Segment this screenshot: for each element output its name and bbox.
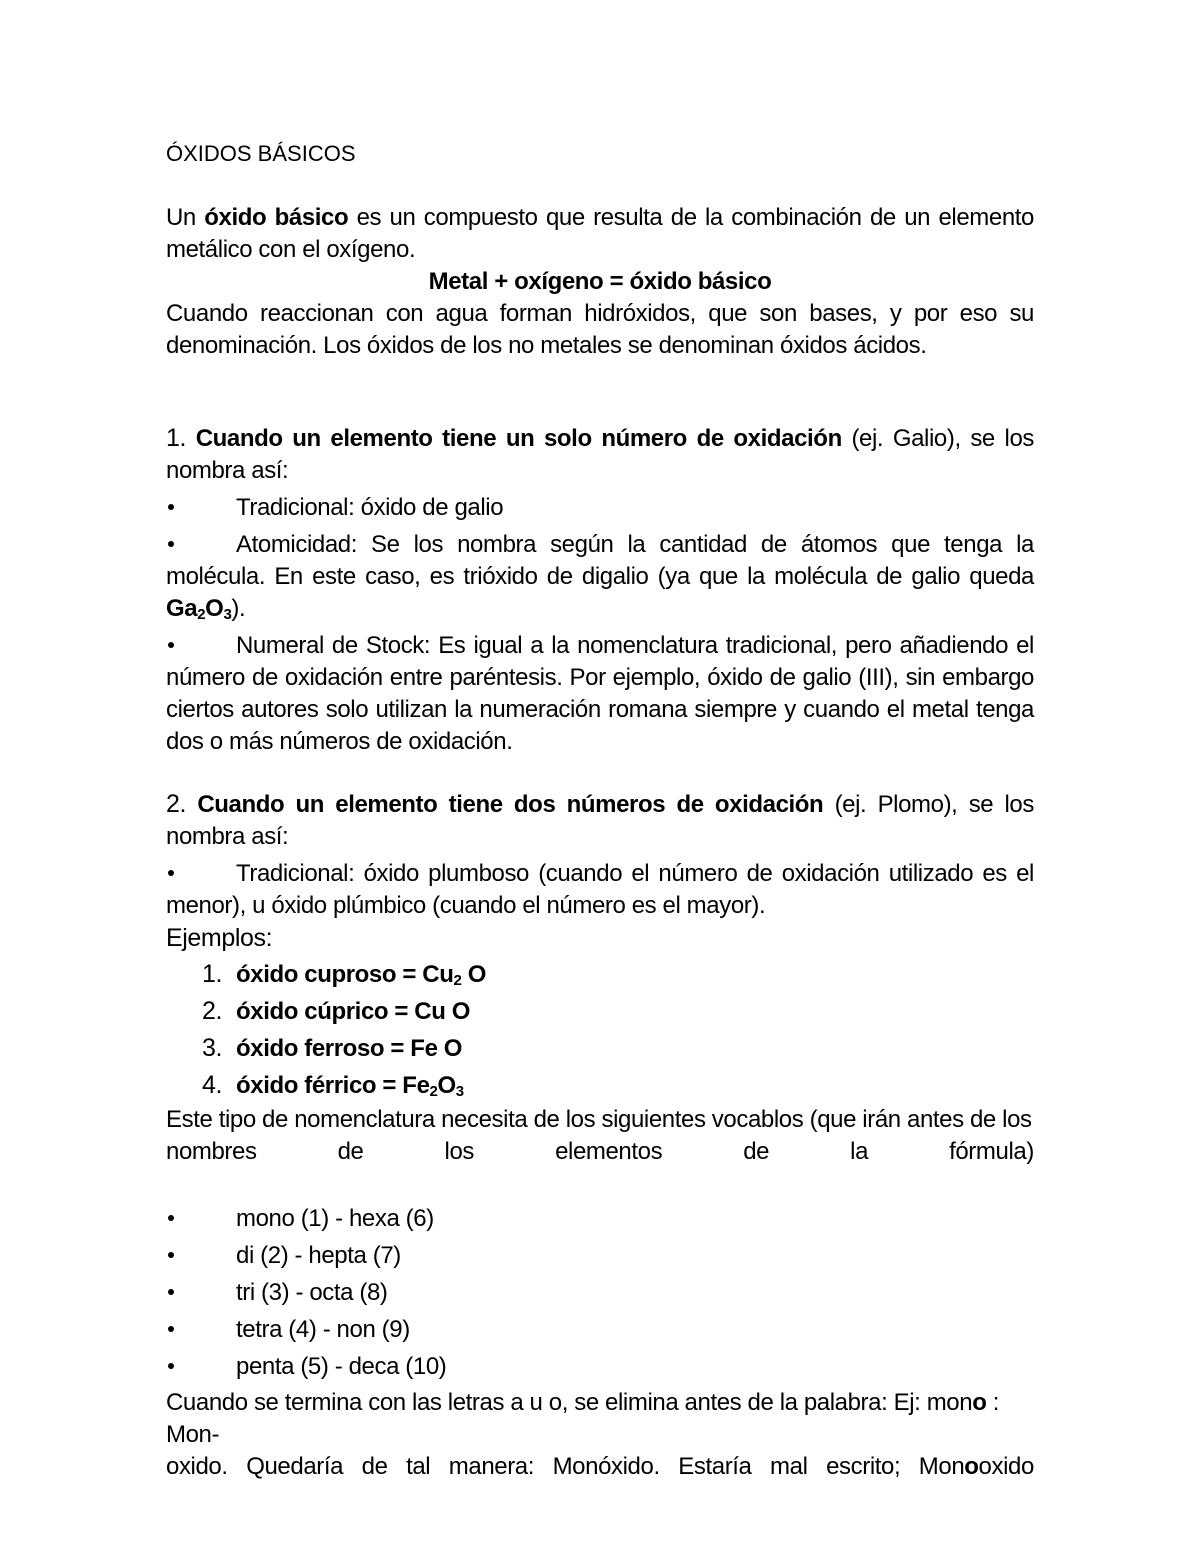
prefix-text: tri (3) - octa (8) bbox=[236, 1279, 388, 1306]
bullet-icon bbox=[166, 1277, 236, 1309]
word: de bbox=[743, 1138, 770, 1165]
item-number: 4. bbox=[201, 1071, 222, 1099]
vocab-intro-line-2 bbox=[166, 1136, 1034, 1168]
word: de bbox=[361, 1453, 388, 1480]
word: oxido. bbox=[166, 1453, 228, 1480]
list-item bbox=[166, 956, 1034, 993]
section-2-title: Cuando un elemento tiene dos números de oxidación bbox=[197, 791, 824, 818]
list-item bbox=[166, 1314, 1034, 1346]
list-item bbox=[166, 1030, 1034, 1067]
word: manera: bbox=[448, 1453, 535, 1480]
bullet-icon bbox=[166, 858, 236, 890]
example-formula: óxido ferroso = Fe O bbox=[236, 1035, 463, 1062]
formula-part: O bbox=[205, 595, 224, 622]
prefix-text: di (2) - hepta (7) bbox=[236, 1242, 401, 1269]
bullet-text: Atomicidad: Se los nombra según la cantidad de átomos que tenga la molécula. En este caso, es trióxido de digalio (ya que la molécula de galio queda bbox=[166, 531, 1034, 590]
closing-line-1 bbox=[166, 1387, 1034, 1451]
word: escrito; bbox=[826, 1453, 901, 1480]
word: Quedaría bbox=[246, 1453, 344, 1480]
word: elementos bbox=[555, 1138, 663, 1165]
intro-pre: Un bbox=[166, 204, 205, 231]
word: Monooxido bbox=[918, 1453, 1034, 1480]
vocab-intro-line-1: Este tipo de nomenclatura necesita de los siguientes vocablos (que irán antes de los bbox=[166, 1106, 1032, 1133]
word: mal bbox=[770, 1453, 808, 1480]
bullet-icon bbox=[166, 1203, 236, 1235]
bullet-text: Numeral de Stock: Es igual a la nomenclatura tradicional, pero añadiendo el número de oxidación entre paréntesis. Por ejemplo, óxido de galio (III), sin embargo ciertos autores solo utilizan la numeración romana siempre y cuando el metal tenga dos o más números de oxidación. bbox=[166, 632, 1034, 755]
list-item bbox=[166, 529, 1034, 625]
page-title: ÓXIDOS BÁSICOS bbox=[166, 141, 356, 166]
intro-post: es un compuesto que resulta de la combinación de un elemento metálico con el oxígeno. bbox=[166, 204, 1034, 263]
list-item bbox=[166, 1067, 1034, 1104]
word: la bbox=[850, 1138, 869, 1165]
word: nombres bbox=[166, 1138, 257, 1165]
closing-line-2 bbox=[166, 1451, 1034, 1483]
bullet-icon bbox=[166, 1240, 236, 1272]
example-formula: óxido cúprico = Cu O bbox=[236, 998, 471, 1025]
item-number: 1. bbox=[201, 960, 222, 988]
section-1-rest: (ej. Galio), se los nombra así: bbox=[166, 425, 1034, 484]
example-formula: óxido férrico = $Fe_2O_3$ bbox=[236, 1072, 464, 1100]
examples-list bbox=[166, 956, 1034, 1104]
bullet-icon bbox=[166, 492, 236, 524]
word: Estaría bbox=[678, 1453, 752, 1480]
section-1-number: 1. bbox=[166, 424, 187, 452]
section-2-number: 2. bbox=[166, 790, 187, 818]
prefix-text: tetra (4) - non (9) bbox=[236, 1316, 410, 1343]
formula-ga2o3 bbox=[166, 595, 231, 622]
list-item bbox=[166, 1240, 1034, 1272]
word: Monóxido. bbox=[552, 1453, 660, 1480]
list-item bbox=[166, 1277, 1034, 1309]
bullet-icon bbox=[166, 630, 236, 662]
section-2-rest: (ej. Plomo), se los nombra así: bbox=[166, 791, 1034, 850]
closing-text: : Mon- bbox=[166, 1389, 1000, 1448]
list-item bbox=[166, 1351, 1034, 1383]
bullet-icon bbox=[166, 529, 236, 561]
word: tal bbox=[406, 1453, 431, 1480]
bullet-icon bbox=[166, 1314, 236, 1346]
list-item bbox=[166, 492, 1034, 524]
examples-label: Ejemplos: bbox=[166, 924, 273, 952]
bullet-text-end: ). bbox=[231, 595, 246, 622]
example-formula: óxido cuproso = $Cu_2$ O bbox=[236, 961, 486, 989]
bullet-text: Tradicional: óxido de galio bbox=[236, 494, 504, 521]
intro-paragraph bbox=[166, 202, 1034, 266]
closing-bold: o bbox=[972, 1389, 987, 1416]
formula-subscript: 3 bbox=[223, 606, 232, 623]
item-number: 2. bbox=[201, 997, 222, 1025]
bullet-icon bbox=[166, 1351, 236, 1383]
word: los bbox=[444, 1138, 475, 1165]
intro-paragraph-2: Cuando reaccionan con agua forman hidróxidos, que son bases, y por eso su denominación. Los óxidos de los no metales se denominan óxidos ácidos. bbox=[166, 300, 1034, 359]
section-2-heading bbox=[166, 788, 1034, 853]
formula-line: Metal + oxígeno = óxido básico bbox=[428, 268, 772, 295]
item-number: 3. bbox=[201, 1034, 222, 1062]
formula-part: Ga bbox=[166, 595, 198, 622]
list-item bbox=[166, 993, 1034, 1030]
intro-term: óxido básico bbox=[204, 204, 349, 231]
list-item bbox=[166, 630, 1034, 758]
section-1-heading bbox=[166, 422, 1034, 487]
prefix-text: penta (5) - deca (10) bbox=[236, 1353, 447, 1380]
bullet-text: Tradicional: óxido plumboso (cuando el número de oxidación utilizado es el menor), u óxido plúmbico (cuando el número es el mayor). bbox=[166, 860, 1034, 919]
prefix-text: mono (1) - hexa (6) bbox=[236, 1205, 434, 1232]
section-1-title: Cuando un elemento tiene un solo número de oxidación bbox=[195, 425, 842, 452]
formula-subscript: 2 bbox=[197, 606, 206, 623]
word: fórmula) bbox=[949, 1138, 1034, 1165]
word: de bbox=[337, 1138, 364, 1165]
closing-text: Cuando se termina con las letras a u o, se elimina antes de la palabra: Ej: mon bbox=[166, 1389, 973, 1416]
list-item bbox=[166, 1203, 1034, 1235]
document-page bbox=[166, 138, 1034, 1483]
list-item bbox=[166, 858, 1034, 922]
